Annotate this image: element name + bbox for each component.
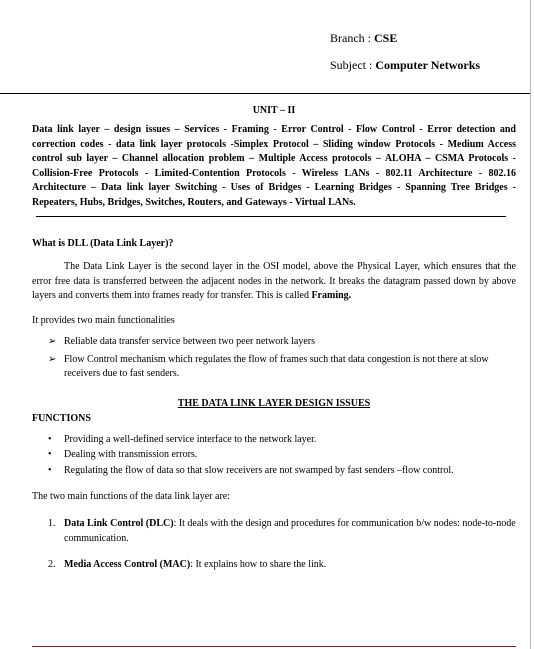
function-term: Data Link Control (DLC) xyxy=(64,518,174,529)
list-item-text: Dealing with transmission errors. xyxy=(64,449,198,460)
list-item xyxy=(48,464,516,479)
branch-line xyxy=(330,31,397,47)
list-item-text: Flow Control mechanism which regulates the flow of frames such that data congestion is not there at slow receivers due to fast senders. xyxy=(64,353,489,379)
list-number: 1. xyxy=(48,518,56,529)
main-functions-intro: The two main functions of the data link layer are: xyxy=(32,491,230,502)
unit-syllabus: Data link layer – design issues – Services - Framing - Error Control - Flow Control - Error detection and correction codes - data link layer protocols -Simplex Protocol – Sliding window Protocols - Medium Access control sub layer – Channel allocation problem – Multiple Access protocols – ALOHA – CSMA Protocols - Collision-Free Protocols - Limited-Contention Protocols - Wireless LANs - 802.11 Architecture - 802.16 Architecture – Data link layer Switching - Uses of Bridges - Learning Bridges - Spanning Tree Bridges - Repeaters, Hubs, Bridges, Switches, Routers, and Gateways - Virtual LANs. xyxy=(32,124,516,208)
dll-definition-text: The Data Link Layer is the second layer in the OSI model, above the Physical Layer, which ensures that the error free data is transferred between the adjacent nodes in the network. It breaks the datagram passed down by above layers and converts them into frames ready for transfer. This is called xyxy=(32,261,516,301)
functionalities-intro: It provides two main functionalities xyxy=(32,314,175,326)
subject-value: Computer Networks xyxy=(375,58,481,72)
dot-bullet-icon: • xyxy=(48,464,52,476)
section-divider xyxy=(36,216,506,217)
footer-divider xyxy=(32,646,516,647)
unit-title: UNIT – II xyxy=(252,105,296,116)
list-item xyxy=(48,433,516,448)
dll-definition-paragraph xyxy=(32,260,516,304)
list-item xyxy=(48,335,516,349)
functions-heading: FUNCTIONS xyxy=(32,412,91,424)
functionalities-list xyxy=(32,335,516,381)
list-item xyxy=(48,448,516,463)
list-item xyxy=(48,353,516,381)
subject-line xyxy=(330,58,480,74)
design-issues-heading: THE DATA LINK LAYER DESIGN ISSUES xyxy=(177,397,371,409)
main-functions-list xyxy=(32,517,516,573)
function-description: : It deals with the design and procedures for communication b/w nodes: node-to-node communication. xyxy=(64,518,516,544)
list-item xyxy=(48,517,516,546)
list-item-text: Providing a well-defined service interface to the network layer. xyxy=(64,433,317,445)
list-number: 2. xyxy=(48,559,56,570)
function-term: Media Access Control (MAC) xyxy=(64,559,191,570)
functions-list xyxy=(32,433,516,479)
list-item-text: Regulating the flow of data so that slow receivers are not swamped by fast senders –flow control. xyxy=(64,464,454,476)
branch-value: CSE xyxy=(374,31,398,45)
dot-bullet-icon: • xyxy=(48,433,52,445)
arrow-bullet-icon: ➢ xyxy=(48,335,57,347)
document-body xyxy=(32,104,516,585)
dot-bullet-icon: • xyxy=(48,449,52,460)
framing-term: Framing. xyxy=(311,290,352,301)
dll-question-heading: What is DLL (Data Link Layer)? xyxy=(32,238,174,249)
branch-label: Branch : xyxy=(330,31,374,45)
arrow-bullet-icon: ➢ xyxy=(48,353,57,365)
document-header xyxy=(0,0,530,94)
list-item-text: Reliable data transfer service between two peer network layers xyxy=(64,335,315,347)
subject-label: Subject : xyxy=(330,58,376,72)
list-item xyxy=(48,558,516,573)
function-description: : It explains how to share the link. xyxy=(190,559,327,570)
